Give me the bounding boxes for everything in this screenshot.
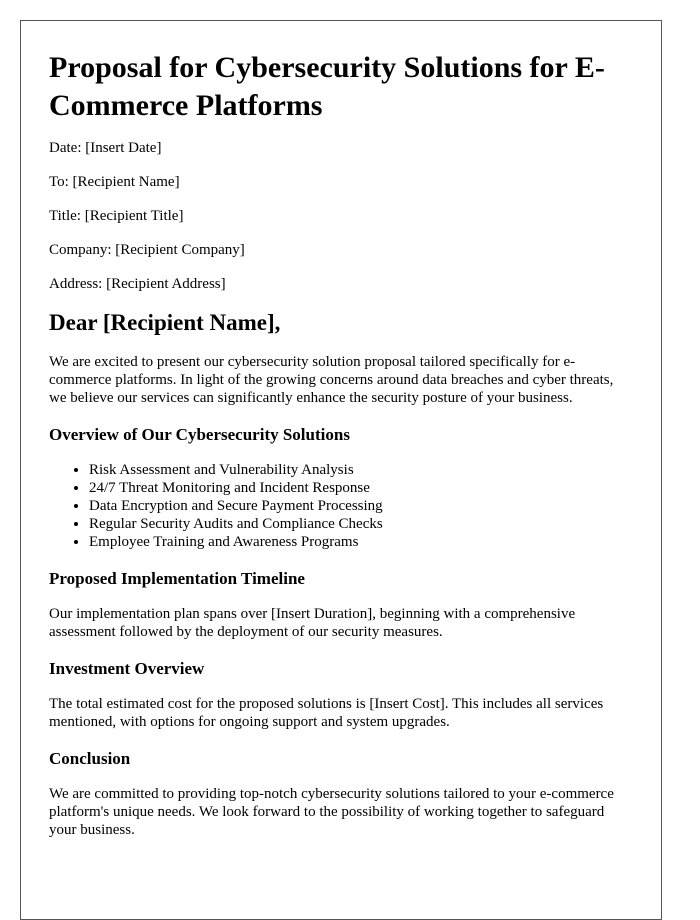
solutions-list: [49, 461, 633, 551]
overview-heading: Overview of Our Cybersecurity Solutions: [49, 425, 350, 444]
list-item: • Regular Security Audits and Compliance Checks: [89, 515, 633, 533]
document-page: [20, 20, 662, 920]
timeline-heading: Proposed Implementation Timeline: [49, 569, 305, 588]
recipient-details: [49, 139, 633, 293]
timeline-paragraph: Our implementation plan spans over [Insert Duration], beginning with a comprehensive assessment followed by the deployment of our security measures.: [49, 606, 576, 640]
conclusion-paragraph: We are committed to providing top-notch cybersecurity solutions tailored to your e-commerce platform's unique needs. We look forward to the possibility of working together to safeguard your business.: [49, 786, 614, 838]
date-line: Date: [Insert Date]: [49, 140, 162, 156]
title-line: Title: [Recipient Title]: [49, 208, 184, 224]
intro-paragraph: We are excited to present our cybersecurity solution proposal tailored specifically for e-commerce platforms. In light of the growing concerns around data breaches and cyber threats, we believe our services can significantly enhance the security posture of your business.: [49, 354, 614, 406]
address-line: Address: [Recipient Address]: [49, 276, 226, 292]
to-line: To: [Recipient Name]: [49, 174, 180, 190]
salutation: Dear [Recipient Name],: [49, 310, 281, 335]
list-item: • Data Encryption and Secure Payment Processing: [89, 497, 633, 515]
list-item: • 24/7 Threat Monitoring and Incident Response: [89, 479, 633, 497]
investment-heading: Investment Overview: [49, 659, 205, 678]
list-item: • Risk Assessment and Vulnerability Analysis: [89, 461, 633, 479]
conclusion-heading: Conclusion: [49, 749, 131, 768]
company-line: Company: [Recipient Company]: [49, 242, 245, 258]
list-item: • Employee Training and Awareness Programs: [89, 533, 633, 551]
document-title: Proposal for Cybersecurity Solutions for E-Commerce Platforms: [49, 51, 605, 122]
investment-paragraph: The total estimated cost for the proposed solutions is [Insert Cost]. This includes all services mentioned, with options for ongoing support and system upgrades.: [49, 696, 604, 730]
